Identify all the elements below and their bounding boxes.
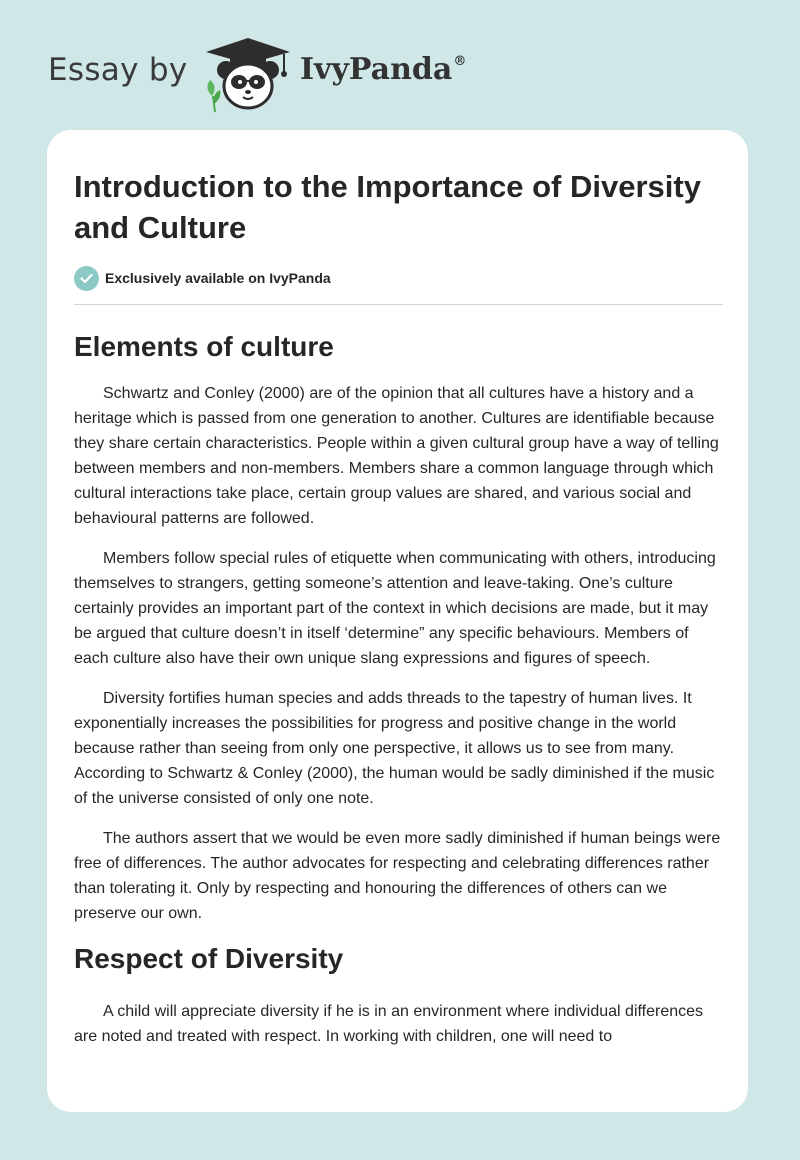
article-card — [47, 130, 748, 1112]
paragraph: The authors assert that we would be even more sadly diminished if human beings were free of differences. The author advocates for respecting and celebrating differences rather than tolerating it. Only by respecting and honouring the differences of others can we preserve our own. — [74, 830, 721, 922]
section-heading-respect-of-diversity: Respect of Diversity — [74, 943, 344, 974]
section-body-respect-of-diversity — [74, 999, 724, 1049]
paragraph: A child will appreciate diversity if he is in an environment where individual differences are noted and treated with respect. In working with children, one will need to — [74, 1003, 704, 1045]
divider — [74, 304, 723, 305]
article-title: Introduction to the Importance of Diversity and Culture — [74, 169, 701, 245]
section-heading-elements-of-culture: Elements of culture — [74, 331, 334, 362]
essay-by-label: Essay by — [48, 52, 188, 88]
brand-name[interactable]: IvyPanda® — [300, 52, 467, 87]
article-content — [74, 166, 724, 1049]
paragraph: Members follow special rules of etiquette when communicating with others, introducing themselves to strangers, getting someone’s attention and leave-taking. One’s culture certainly provides an important part of the context in which decisions are made, but it may be argued that culture doesn’t in itself ‘determine” any specific behaviours. Members of each culture also have their own unique slang expressions and figures of speech. — [74, 550, 716, 667]
site-header — [48, 30, 508, 110]
section-body-elements-of-culture — [74, 381, 724, 926]
availability-badge — [74, 264, 724, 292]
paragraph: Schwartz and Conley (2000) are of the opinion that all cultures have a history and a heritage which is passed from one generation to another. Cultures are identifiable because they share certain characteristics. People within a given cultural group have a way of telling between members and non-members. Members share a common language through which cultural interactions take place, certain group values are shared, and various social and behavioural patterns are followed. — [74, 385, 719, 527]
check-icon — [74, 266, 99, 291]
registered-mark: ® — [453, 54, 467, 69]
paragraph: Diversity fortifies human species and adds threads to the tapestry of human lives. It exponentially increases the possibilities for progress and positive change in the world because rather than seeing from only one perspective, it allows us to see from many. According to Schwartz & Conley (2000), the human would be sadly diminished if the music of the universe consisted of only one note. — [74, 690, 715, 807]
availability-text: Exclusively available on IvyPanda — [105, 270, 331, 286]
panda-mascot-logo[interactable] — [200, 34, 296, 114]
